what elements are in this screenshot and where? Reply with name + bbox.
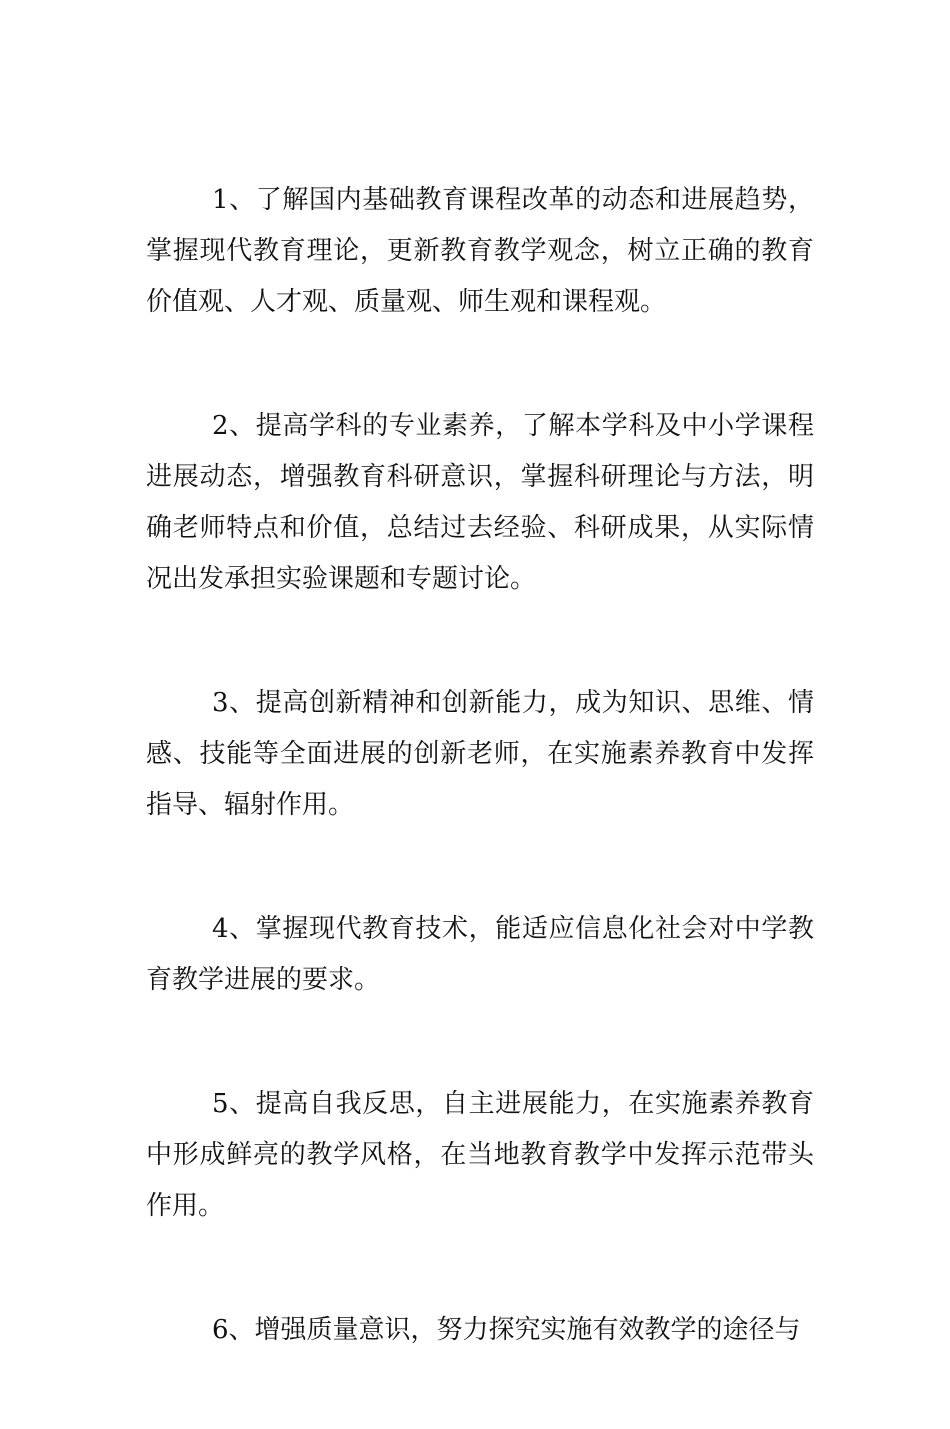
paragraph-2: 2、提高学科的专业素养，了解本学科及中小学课程进展动态，增强教育科研意识，掌握科研理论与方法，明确老师特点和价值，总结过去经验、科研成果，从实际情况出发承担实验课题和专题讨论。 [146, 411, 814, 594]
paragraph-1: 1、了解国内基础教育课程改革的动态和进展趋势，掌握现代教育理论，更新教育教学观念，树立正确的教育价值观、人才观、质量观、师生观和课程观。 [146, 185, 814, 317]
paragraph-5: 5、提高自我反思，自主进展能力，在实施素养教育中形成鲜亮的教学风格，在当地教育教学中发挥示范带头作用。 [146, 1089, 814, 1221]
paragraph-6: 6、增强质量意识，努力探究实施有效教学的途径与 [212, 1315, 801, 1345]
paragraph-4: 4、掌握现代教育技术，能适应信息化社会对中学教育教学进展的要求。 [146, 914, 814, 995]
document-body [146, 175, 814, 1429]
paragraph-3: 3、提高创新精神和创新能力，成为知识、思维、情感、技能等全面进展的创新老师，在实施素养教育中发挥指导、辐射作用。 [146, 688, 814, 820]
